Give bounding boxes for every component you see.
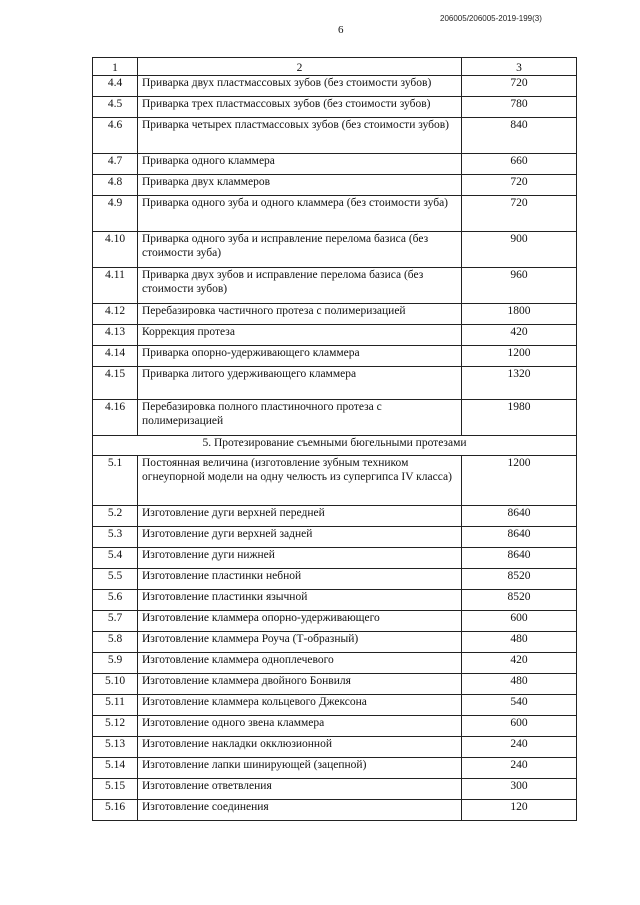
item-name: Перебазировка полного пластиночного протеза с полимеризацией (138, 400, 462, 436)
table-row (93, 456, 577, 506)
item-price: 420 (462, 653, 577, 674)
table-row (93, 548, 577, 569)
item-number: 4.14 (93, 346, 138, 367)
item-price: 8640 (462, 506, 577, 527)
table-row (93, 154, 577, 175)
item-number: 4.15 (93, 367, 138, 400)
item-number: 5.16 (93, 800, 138, 821)
document-id: 206005/206005-2019-199(3) (440, 14, 542, 23)
item-price: 600 (462, 716, 577, 737)
item-name: Изготовление пластинки небной (138, 569, 462, 590)
table-row (93, 97, 577, 118)
item-price: 240 (462, 737, 577, 758)
item-number: 5.6 (93, 590, 138, 611)
item-name: Изготовление кламмера Роуча (Т-образный) (138, 632, 462, 653)
table-row (93, 779, 577, 800)
table-row (93, 268, 577, 304)
item-price: 540 (462, 695, 577, 716)
item-number: 4.10 (93, 232, 138, 268)
item-price: 780 (462, 97, 577, 118)
item-number: 5.11 (93, 695, 138, 716)
item-price: 840 (462, 118, 577, 154)
item-price: 1200 (462, 346, 577, 367)
item-name: Постоянная величина (изготовление зубным техником огнеупорной модели на одну челюсть из супергипса IV класса) (138, 456, 462, 506)
table-row (93, 800, 577, 821)
item-name: Приварка одного зуба и одного кламмера (без стоимости зуба) (138, 196, 462, 232)
item-name: Изготовление кламмера одноплечевого (138, 653, 462, 674)
item-name: Изготовление кламмера двойного Бонвиля (138, 674, 462, 695)
item-number: 5.2 (93, 506, 138, 527)
item-price: 1200 (462, 456, 577, 506)
item-price: 600 (462, 611, 577, 632)
item-number: 4.7 (93, 154, 138, 175)
table-row (93, 737, 577, 758)
item-number: 4.8 (93, 175, 138, 196)
item-name: Приварка опорно-удерживающего кламмера (138, 346, 462, 367)
item-name: Приварка трех пластмассовых зубов (без стоимости зубов) (138, 97, 462, 118)
item-name: Приварка литого удерживающего кламмера (138, 367, 462, 400)
item-name: Изготовление пластинки язычной (138, 590, 462, 611)
item-number: 4.5 (93, 97, 138, 118)
table-row (93, 76, 577, 97)
item-name: Приварка двух зубов и исправление перелома базиса (без стоимости зубов) (138, 268, 462, 304)
item-name: Приварка одного зуба и исправление перелома базиса (без стоимости зуба) (138, 232, 462, 268)
column-header: 3 (462, 58, 577, 76)
item-price: 8640 (462, 548, 577, 569)
item-number: 4.4 (93, 76, 138, 97)
table-row (93, 695, 577, 716)
table-row (93, 758, 577, 779)
table-row (93, 346, 577, 367)
item-number: 5.13 (93, 737, 138, 758)
item-number: 5.14 (93, 758, 138, 779)
item-number: 5.12 (93, 716, 138, 737)
item-price: 8640 (462, 527, 577, 548)
table-row (93, 400, 577, 436)
column-header: 2 (138, 58, 462, 76)
table-row (93, 632, 577, 653)
item-name: Изготовление одного звена кламмера (138, 716, 462, 737)
item-number: 4.6 (93, 118, 138, 154)
item-price: 240 (462, 758, 577, 779)
table-row (93, 716, 577, 737)
item-number: 5.5 (93, 569, 138, 590)
table-row (93, 304, 577, 325)
table-row (93, 569, 577, 590)
item-price: 720 (462, 175, 577, 196)
table-row (93, 196, 577, 232)
item-name: Изготовление соединения (138, 800, 462, 821)
item-number: 5.3 (93, 527, 138, 548)
item-name: Изготовление кламмера опорно-удерживающего (138, 611, 462, 632)
item-price: 420 (462, 325, 577, 346)
item-price: 900 (462, 232, 577, 268)
table-row (93, 674, 577, 695)
item-number: 5.1 (93, 456, 138, 506)
item-number: 5.15 (93, 779, 138, 800)
item-name: Приварка одного кламмера (138, 154, 462, 175)
item-price: 1320 (462, 367, 577, 400)
table-row (93, 506, 577, 527)
item-name: Изготовление лапки шинирующей (зацепной) (138, 758, 462, 779)
item-price: 480 (462, 632, 577, 653)
item-name: Изготовление дуги верхней задней (138, 527, 462, 548)
page-number: 6 (338, 24, 344, 36)
item-price: 300 (462, 779, 577, 800)
item-name: Коррекция протеза (138, 325, 462, 346)
item-price: 720 (462, 196, 577, 232)
item-price: 960 (462, 268, 577, 304)
item-price: 720 (462, 76, 577, 97)
table-row (93, 611, 577, 632)
item-price: 8520 (462, 590, 577, 611)
table-row (93, 653, 577, 674)
item-number: 4.12 (93, 304, 138, 325)
table-row (93, 175, 577, 196)
item-number: 5.10 (93, 674, 138, 695)
item-name: Изготовление дуги нижней (138, 548, 462, 569)
item-number: 4.16 (93, 400, 138, 436)
item-name: Изготовление накладки окклюзионной (138, 737, 462, 758)
price-table (92, 57, 577, 821)
table-row (93, 367, 577, 400)
item-number: 5.8 (93, 632, 138, 653)
item-number: 4.9 (93, 196, 138, 232)
item-price: 480 (462, 674, 577, 695)
table-row (93, 590, 577, 611)
item-number: 4.11 (93, 268, 138, 304)
column-header: 1 (93, 58, 138, 76)
item-name: Изготовление ответвления (138, 779, 462, 800)
section-header-row (93, 436, 577, 456)
table-header-row (93, 58, 577, 76)
item-name: Приварка двух кламмеров (138, 175, 462, 196)
table-row (93, 527, 577, 548)
table-row (93, 118, 577, 154)
item-price: 1980 (462, 400, 577, 436)
item-name: Изготовление дуги верхней передней (138, 506, 462, 527)
item-number: 5.4 (93, 548, 138, 569)
item-price: 1800 (462, 304, 577, 325)
item-name: Приварка двух пластмассовых зубов (без стоимости зубов) (138, 76, 462, 97)
item-number: 4.13 (93, 325, 138, 346)
item-price: 8520 (462, 569, 577, 590)
item-number: 5.9 (93, 653, 138, 674)
table-row (93, 325, 577, 346)
section-title: 5. Протезирование съемными бюгельными протезами (93, 436, 577, 456)
item-number: 5.7 (93, 611, 138, 632)
item-name: Перебазировка частичного протеза с полимеризацией (138, 304, 462, 325)
item-name: Изготовление кламмера кольцевого Джексона (138, 695, 462, 716)
table-row (93, 232, 577, 268)
item-name: Приварка четырех пластмассовых зубов (без стоимости зубов) (138, 118, 462, 154)
item-price: 120 (462, 800, 577, 821)
item-price: 660 (462, 154, 577, 175)
